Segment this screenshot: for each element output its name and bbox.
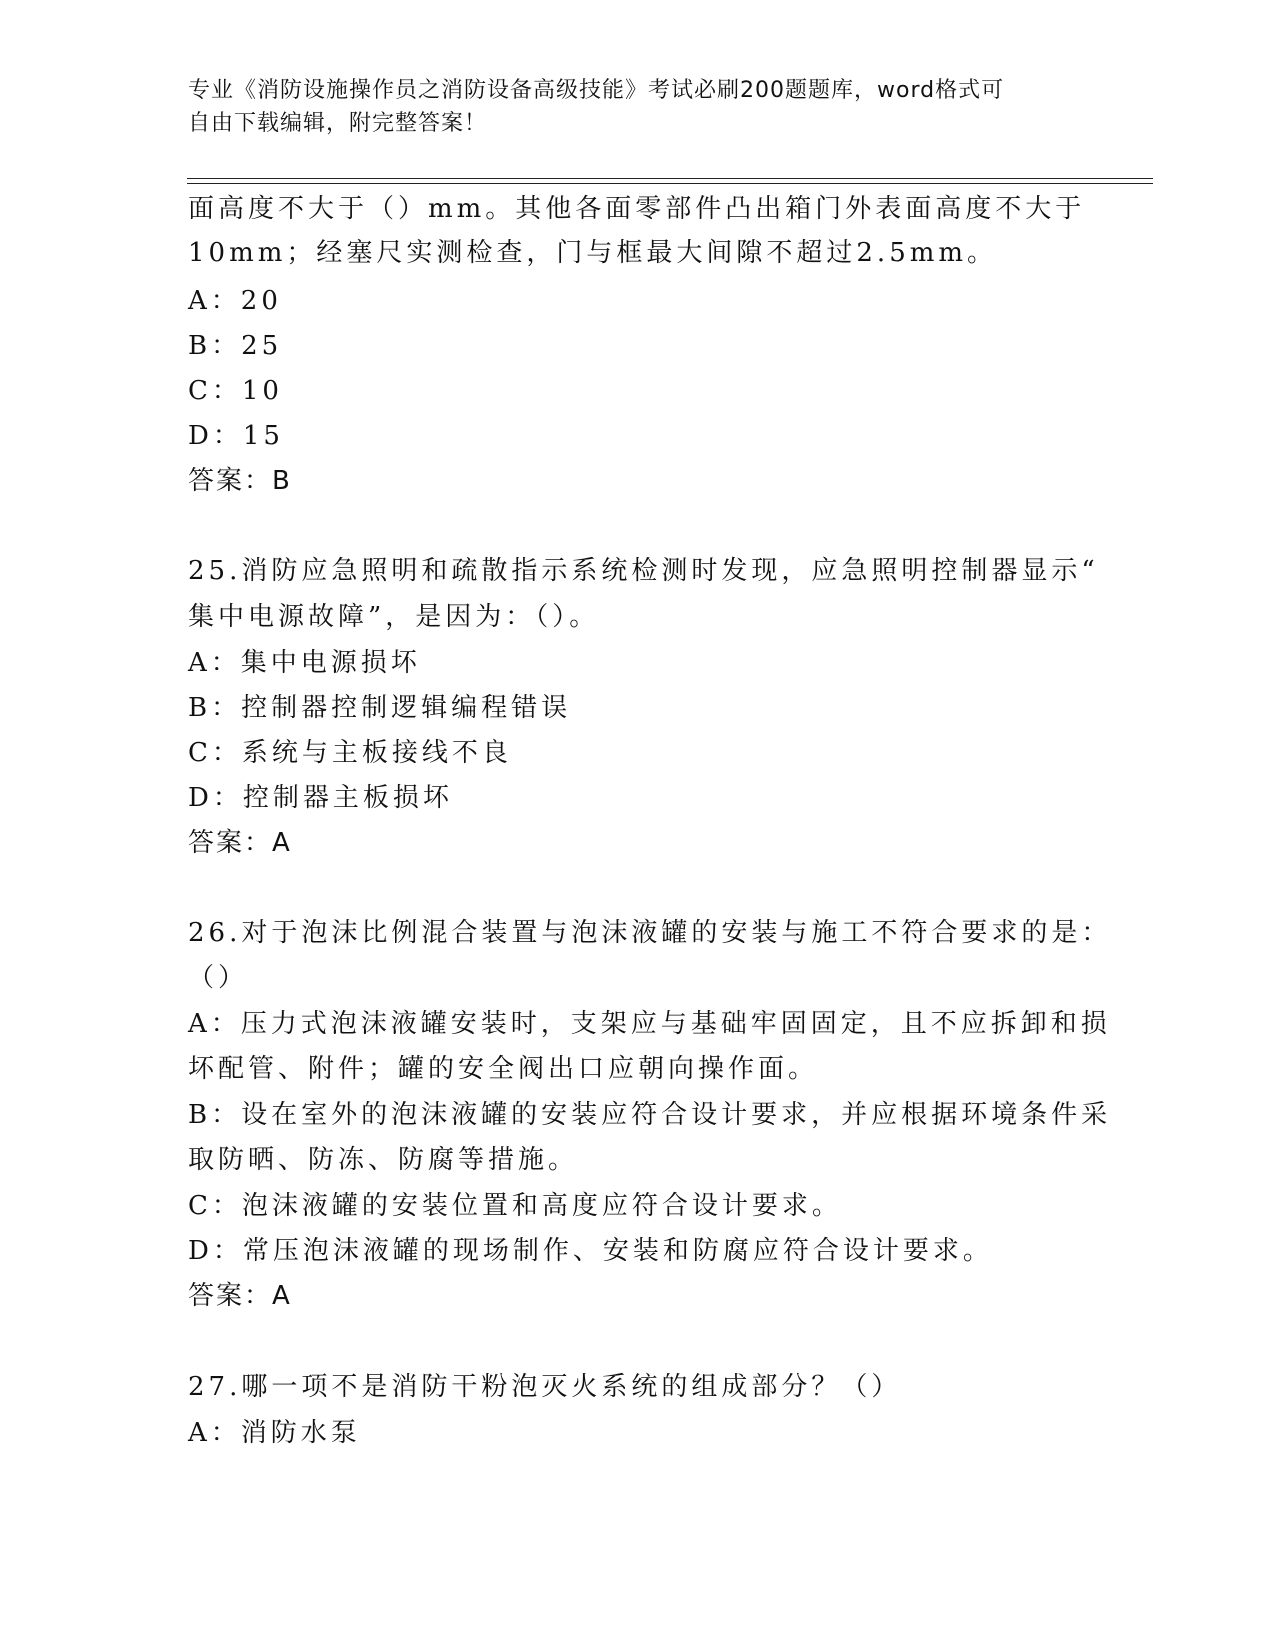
option-a: A：消防水泵 — [188, 1418, 361, 1448]
question-stem-line: 集中电源故障”，是因为：（）。 — [188, 602, 600, 632]
question-stem-line: 面高度不大于（）mm。其他各面零部件凸出箱门外表面高度不大于 — [188, 194, 1086, 224]
option-b: B：25 — [188, 331, 283, 361]
question-stem-line: （） — [188, 963, 249, 993]
option-a: A：集中电源损坏 — [188, 648, 421, 678]
option-c: C：系统与主板接线不良 — [188, 738, 512, 768]
question-stem-line: 26.对于泡沫比例混合装置与泡沫液罐的安装与施工不符合要求的是： — [188, 918, 1112, 948]
question-stem-line: 10mm；经塞尺实测检查，门与框最大间隙不超过2.5mm。 — [188, 238, 998, 268]
option-b-line: B：设在室外的泡沫液罐的安装应符合设计要求，并应根据环境条件采 — [188, 1100, 1112, 1130]
option-a-line: 坏配管、附件；罐的安全阀出口应朝向操作面。 — [188, 1054, 819, 1084]
header-line-2: 自由下载编辑，附完整答案！ — [188, 111, 488, 136]
option-d: D：15 — [188, 421, 284, 451]
question-stem-line: 25.消防应急照明和疏散指示系统检测时发现，应急照明控制器显示“ — [188, 556, 1099, 586]
option-d: D：常压泡沫液罐的现场制作、安装和防腐应符合设计要求。 — [188, 1236, 993, 1266]
answer-label: 答案：A — [188, 828, 292, 858]
option-d: D：控制器主板损坏 — [188, 783, 453, 813]
option-a: A：20 — [188, 286, 282, 316]
option-c: C：泡沫液罐的安装位置和高度应符合设计要求。 — [188, 1191, 842, 1221]
answer-label: 答案：B — [188, 466, 292, 496]
header-divider-top — [187, 178, 1153, 179]
header-line-1: 专业《消防设施操作员之消防设备高级技能》考试必刷200题题库，word格式可 — [188, 78, 1005, 103]
header-divider-bottom — [187, 183, 1153, 184]
question-stem-line: 27.哪一项不是消防干粉泡灭火系统的组成部分？（） — [188, 1372, 902, 1402]
page-header — [188, 74, 1088, 140]
option-b-line: 取防晒、防冻、防腐等措施。 — [188, 1145, 579, 1175]
option-c: C：10 — [188, 376, 283, 406]
answer-label: 答案：A — [188, 1281, 292, 1311]
option-a-line: A：压力式泡沫液罐安装时，支架应与基础牢固固定，且不应拆卸和损 — [188, 1009, 1111, 1039]
option-b: B：控制器控制逻辑编程错误 — [188, 693, 572, 723]
